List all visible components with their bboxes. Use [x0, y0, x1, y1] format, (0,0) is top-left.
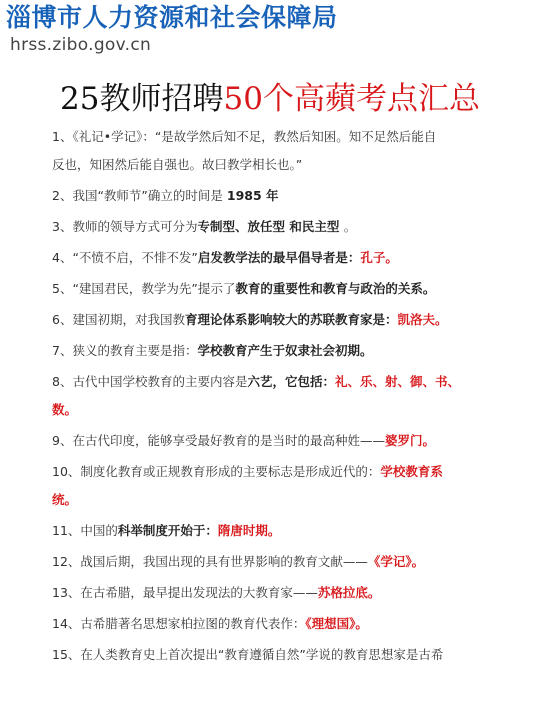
- answer-text: 统。: [52, 492, 78, 507]
- list-item-line: [52, 218, 492, 235]
- item-text: 10、制度化教育或正规教育形成的主要标志是形成近代的：: [52, 464, 381, 479]
- item-text: 。: [343, 219, 357, 234]
- item-text: 反也，知困然后能自强也。故曰教学相长也。”: [52, 157, 303, 172]
- item-text: 12、战国后期，我国出现的具有世界影响的教育文献——: [52, 554, 368, 569]
- list-item-line: [52, 584, 492, 601]
- list-item-line: [52, 463, 492, 480]
- header: [6, 2, 338, 56]
- list-item-line: [52, 280, 492, 297]
- item-text: 2、我国“教师节”确立的时间是: [52, 188, 227, 203]
- item-text: 15、在人类教育史上首次提出“教育遵循自然”学说的教育思想家是古希: [52, 647, 444, 662]
- list-item-line: [52, 249, 492, 266]
- list-item: [52, 463, 492, 508]
- answer-text: 《学记》。: [367, 554, 425, 569]
- item-text: 6、建国初期，对我国教: [52, 312, 185, 327]
- key-text: 启发教学法的最早倡导者是：: [197, 250, 361, 265]
- answer-text: 数。: [52, 402, 78, 417]
- list-item: [52, 646, 492, 663]
- list-item: [52, 553, 492, 570]
- list-item: [52, 249, 492, 266]
- answer-text: 苏格拉底。: [317, 585, 381, 600]
- title-part-1: 25教师招聘: [60, 81, 224, 117]
- key-text: 教育的重要性和教育与政治的关系。: [235, 281, 436, 296]
- key-text: 1985 年: [226, 188, 279, 203]
- list-item-line: [52, 187, 492, 204]
- item-text: 14、古希腊著名思想家柏拉图的教育代表作：: [52, 616, 306, 631]
- list-item-line: [52, 432, 492, 449]
- list-item: [52, 311, 492, 328]
- answer-text: 隋唐时期。: [217, 523, 281, 538]
- list-item-line: [52, 615, 492, 632]
- answer-text: 《理想国》。: [305, 616, 368, 631]
- item-text: 9、在古代印度，能够享受最好教育的是当时的最高种姓——: [52, 433, 385, 448]
- list-item: [52, 373, 492, 418]
- item-text: 7、狭义的教育主要是指：: [52, 343, 198, 358]
- list-item: [52, 128, 492, 173]
- key-text: 六艺，它包括：: [247, 374, 335, 389]
- list-item-line: [52, 646, 492, 663]
- list-item: [52, 187, 492, 204]
- key-text: 学校教育产生于奴隶社会初期。: [197, 343, 373, 358]
- list-item-line: [52, 128, 492, 145]
- title-part-2: 50个高蘋考点汇总: [223, 81, 480, 117]
- knowledge-point-list: [52, 128, 492, 677]
- site-url: hrss.zibo.gov.cn: [10, 35, 152, 55]
- item-text: 4、“不愤不启，不悱不发”: [52, 250, 198, 265]
- list-item-line: [52, 401, 492, 418]
- list-item: [52, 522, 492, 539]
- item-text: 13、在古希腊，最早提出发现法的大教育家——: [52, 585, 318, 600]
- answer-text: 婆罗门。: [384, 433, 435, 448]
- list-item-line: [52, 491, 492, 508]
- list-item-line: [52, 342, 492, 359]
- list-item-line: [52, 522, 492, 539]
- item-text: 1、《礼记•学记》：“是故学然后知不足，教然后知困。知不足然后能自: [52, 129, 437, 144]
- key-text: 育理论体系影响较大的苏联教育家是：: [184, 312, 398, 327]
- key-text: 专制型、放任型 和民主型: [197, 219, 344, 234]
- list-item: [52, 280, 492, 297]
- list-item-line: [52, 553, 492, 570]
- answer-text: 礼、乐、射、御、书、: [334, 374, 460, 389]
- item-text: 3、教师的领导方式可分为: [52, 219, 198, 234]
- list-item: [52, 432, 492, 449]
- list-item: [52, 218, 492, 235]
- item-text: 8、古代中国学校教育的主要内容是: [52, 374, 248, 389]
- org-name: 淄博市人力资源和社会保障局: [6, 3, 338, 32]
- list-item: [52, 342, 492, 359]
- answer-text: 学校教育系: [380, 464, 443, 479]
- list-item-line: [52, 156, 492, 173]
- answer-text: 凯洛夫。: [397, 312, 448, 327]
- item-text: 11、中国的: [52, 523, 118, 538]
- list-item: [52, 584, 492, 601]
- list-item-line: [52, 311, 492, 328]
- list-item: [52, 615, 492, 632]
- list-item-line: [52, 373, 492, 390]
- item-text: 5、“建国君民，教学为先”提示了: [52, 281, 236, 296]
- page-title: [0, 78, 540, 120]
- key-text: 科举制度开始于：: [117, 523, 218, 538]
- answer-text: 孔子。: [360, 250, 398, 265]
